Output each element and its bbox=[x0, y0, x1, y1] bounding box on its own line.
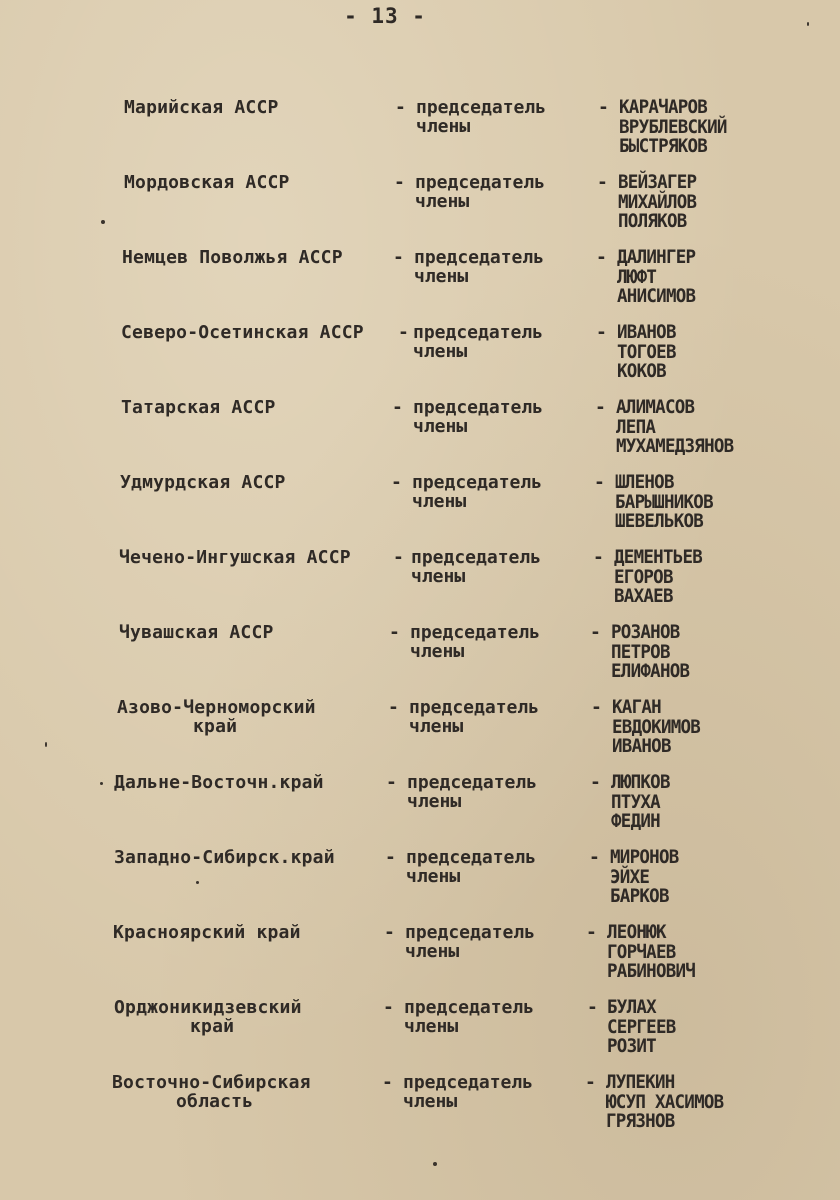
region-name bbox=[114, 773, 324, 792]
roles bbox=[413, 398, 543, 436]
dash: - bbox=[394, 172, 405, 193]
dash: - bbox=[388, 697, 399, 718]
roles bbox=[409, 698, 539, 736]
paper-speck bbox=[101, 220, 105, 224]
chair-label: председатель bbox=[413, 397, 544, 418]
name: МИХАЙЛОВ bbox=[618, 190, 697, 213]
name: РОЗИТ bbox=[607, 1035, 656, 1057]
name: БАРКОВ bbox=[610, 885, 669, 907]
members-label: члены bbox=[411, 566, 466, 587]
name: КАГАН bbox=[612, 696, 661, 718]
names bbox=[614, 548, 702, 607]
name: ЮСУП ХАСИМОВ bbox=[606, 1090, 724, 1113]
names bbox=[617, 248, 695, 307]
region-line1: Восточно-Сибирская bbox=[112, 1072, 311, 1093]
list-item bbox=[0, 623, 840, 693]
region-line1: Красноярский край bbox=[113, 922, 301, 943]
list-item bbox=[0, 698, 840, 768]
chair-label: председатель bbox=[405, 922, 536, 943]
names bbox=[607, 923, 695, 982]
region-line1: Северо-Осетинская АССР bbox=[121, 322, 364, 343]
chair-label: председатель bbox=[406, 847, 537, 868]
name: КОКОВ bbox=[617, 360, 666, 382]
name: ГОРЧАЕВ bbox=[607, 940, 676, 963]
chair-label: председатель bbox=[414, 247, 545, 268]
list-item bbox=[0, 398, 840, 468]
dash: - bbox=[595, 397, 606, 418]
chair-label: председатель bbox=[415, 172, 546, 193]
members-label: члены bbox=[405, 941, 460, 962]
names bbox=[612, 698, 700, 757]
region-name bbox=[124, 173, 290, 192]
region-line2: край bbox=[193, 716, 238, 737]
region-line1: Удмурдская АССР bbox=[120, 472, 286, 493]
chair-label: председатель bbox=[403, 1072, 534, 1093]
region-line1: Чувашская АССР bbox=[119, 622, 274, 643]
name: ТОГОЕВ bbox=[617, 340, 676, 363]
list-item bbox=[0, 1073, 840, 1143]
roles bbox=[412, 473, 542, 511]
name: ПОЛЯКОВ bbox=[618, 210, 687, 232]
list-item bbox=[0, 848, 840, 918]
name: ФЕДИН bbox=[611, 810, 660, 832]
members-label: члены bbox=[413, 416, 468, 437]
name: ДАЛИНГЕР bbox=[617, 246, 696, 268]
name: ИВАНОВ bbox=[612, 735, 671, 757]
region-line1: Немцев Поволжья АССР bbox=[122, 247, 343, 268]
name: ВЕЙЗАГЕР bbox=[618, 171, 697, 193]
members-label: члены bbox=[407, 791, 462, 812]
paper-speck bbox=[433, 1162, 437, 1166]
members-label: члены bbox=[415, 191, 470, 212]
roles bbox=[405, 923, 535, 961]
name: ГРЯЗНОВ bbox=[606, 1110, 675, 1132]
names bbox=[615, 473, 713, 532]
members-label: члены bbox=[414, 266, 469, 287]
dash: - bbox=[598, 97, 609, 118]
roles bbox=[407, 773, 537, 811]
roles bbox=[414, 248, 544, 286]
name: ШЕВЕЛЬКОВ bbox=[615, 510, 704, 532]
region-line1: Мордовская АССР bbox=[124, 172, 290, 193]
dash: - bbox=[591, 697, 602, 718]
members-label: члены bbox=[410, 641, 465, 662]
region-line1: Чечено-Ингушская АССР bbox=[119, 547, 351, 568]
region-name bbox=[114, 848, 335, 867]
name: ЕВДОКИМОВ bbox=[612, 715, 701, 738]
name: ДЕМЕНТЬЕВ bbox=[614, 546, 703, 568]
name: АЛИМАСОВ bbox=[616, 396, 695, 418]
name: ЛЮПКОВ bbox=[611, 771, 670, 793]
name: БУЛАХ bbox=[607, 996, 656, 1018]
roles bbox=[411, 548, 541, 586]
dash: - bbox=[597, 172, 608, 193]
roles bbox=[415, 173, 545, 211]
region-name bbox=[121, 398, 276, 417]
region-name bbox=[124, 98, 279, 117]
region-name bbox=[113, 923, 301, 942]
members-label: члены bbox=[403, 1091, 458, 1112]
page-number: - 13 - bbox=[344, 4, 426, 28]
region-line1: Дальне-Восточн.край bbox=[114, 772, 324, 793]
chair-label: председатель bbox=[416, 97, 547, 118]
dash: - bbox=[589, 847, 600, 868]
names bbox=[619, 98, 727, 157]
name: АНИСИМОВ bbox=[617, 285, 696, 307]
dash: - bbox=[391, 472, 402, 493]
paper-speck bbox=[45, 742, 47, 747]
dash: - bbox=[590, 772, 601, 793]
members-label: члены bbox=[413, 341, 468, 362]
name: ЭЙХЕ bbox=[610, 865, 650, 888]
paper-speck bbox=[807, 22, 809, 26]
chair-label: председатель bbox=[411, 547, 542, 568]
list-item bbox=[0, 173, 840, 243]
name: ВРУБЛЕВСКИЙ bbox=[619, 115, 727, 138]
dash: - bbox=[393, 547, 404, 568]
members-label: члены bbox=[406, 866, 461, 887]
roles bbox=[410, 623, 540, 661]
names bbox=[611, 623, 689, 682]
names bbox=[607, 998, 676, 1057]
name: РАБИНОВИЧ bbox=[607, 960, 696, 982]
region-name bbox=[122, 248, 343, 267]
list-item bbox=[0, 248, 840, 318]
dash: - bbox=[383, 997, 394, 1018]
region-name bbox=[112, 1073, 311, 1111]
name: ЕГОРОВ bbox=[614, 565, 673, 588]
names bbox=[617, 323, 676, 382]
dash: - bbox=[593, 547, 604, 568]
region-line1: Татарская АССР bbox=[121, 397, 276, 418]
chair-label: председатель bbox=[410, 622, 541, 643]
members-label: члены bbox=[404, 1016, 459, 1037]
dash: - bbox=[587, 997, 598, 1018]
name: ВАХАЕВ bbox=[614, 585, 673, 607]
names bbox=[610, 848, 679, 907]
dash: - bbox=[393, 247, 404, 268]
region-line1: Западно-Сибирск.край bbox=[114, 847, 335, 868]
region-name bbox=[119, 548, 351, 567]
list-item bbox=[0, 998, 840, 1068]
name: ПЕТРОВ bbox=[611, 640, 670, 663]
list-item bbox=[0, 548, 840, 618]
list-item bbox=[0, 473, 840, 543]
dash: - bbox=[398, 322, 409, 343]
dash: - bbox=[386, 772, 397, 793]
name: КАРАЧАРОВ bbox=[619, 96, 708, 118]
region-name bbox=[114, 998, 302, 1036]
roles bbox=[416, 98, 546, 136]
name: ЛЕОНЮК bbox=[607, 921, 666, 943]
region-line1: Орджоникидзевский bbox=[114, 997, 302, 1018]
roles bbox=[403, 1073, 533, 1111]
dash: - bbox=[382, 1072, 393, 1093]
paper-speck bbox=[100, 782, 103, 785]
dash: - bbox=[585, 1072, 596, 1093]
chair-label: председатель bbox=[404, 997, 535, 1018]
dash: - bbox=[596, 247, 607, 268]
name: ШЛЕНОВ bbox=[615, 471, 674, 493]
name: МУХАМЕДЗЯНОВ bbox=[616, 435, 734, 457]
members-label: члены bbox=[412, 491, 467, 512]
dash: - bbox=[395, 97, 406, 118]
names bbox=[611, 773, 670, 832]
region-line2: область bbox=[176, 1091, 254, 1112]
dash: - bbox=[385, 847, 396, 868]
list-item bbox=[0, 773, 840, 843]
region-name bbox=[117, 698, 316, 736]
name: ПТУХА bbox=[611, 790, 660, 813]
dash: - bbox=[590, 622, 601, 643]
roles bbox=[413, 323, 543, 361]
name: СЕРГЕЕВ bbox=[607, 1015, 676, 1038]
dash: - bbox=[389, 622, 400, 643]
members-label: члены bbox=[409, 716, 464, 737]
name: ИВАНОВ bbox=[617, 321, 676, 343]
name: РОЗАНОВ bbox=[611, 621, 680, 643]
chair-label: председатель bbox=[412, 472, 543, 493]
name: ЛЕПА bbox=[616, 415, 656, 438]
region-line1: Азово-Черноморский bbox=[117, 697, 316, 718]
dash: - bbox=[596, 322, 607, 343]
chair-label: председатель bbox=[409, 697, 540, 718]
dash: - bbox=[384, 922, 395, 943]
names bbox=[606, 1073, 723, 1132]
dash: - bbox=[586, 922, 597, 943]
name: МИРОНОВ bbox=[610, 846, 679, 868]
region-name bbox=[120, 473, 286, 492]
dash: - bbox=[392, 397, 403, 418]
name: ЛУПЕКИН bbox=[606, 1071, 675, 1093]
list-item bbox=[0, 98, 840, 168]
roles bbox=[406, 848, 536, 886]
region-line2: край bbox=[190, 1016, 235, 1037]
name: БАРЫШНИКОВ bbox=[615, 490, 713, 513]
members-label: члены bbox=[416, 116, 471, 137]
name: ЕЛИФАНОВ bbox=[611, 660, 690, 682]
region-name bbox=[119, 623, 274, 642]
names bbox=[616, 398, 733, 457]
chair-label: председатель bbox=[407, 772, 538, 793]
chair-label: председатель bbox=[413, 322, 544, 343]
list-item bbox=[0, 923, 840, 993]
list-item bbox=[0, 323, 840, 393]
roles bbox=[404, 998, 534, 1036]
paper-speck bbox=[196, 881, 199, 884]
dash: - bbox=[594, 472, 605, 493]
names bbox=[618, 173, 696, 232]
name: БЫСТРЯКОВ bbox=[619, 135, 708, 157]
region-line1: Марийская АССР bbox=[124, 97, 279, 118]
region-name bbox=[121, 323, 364, 342]
name: ЛЮФТ bbox=[617, 265, 657, 288]
